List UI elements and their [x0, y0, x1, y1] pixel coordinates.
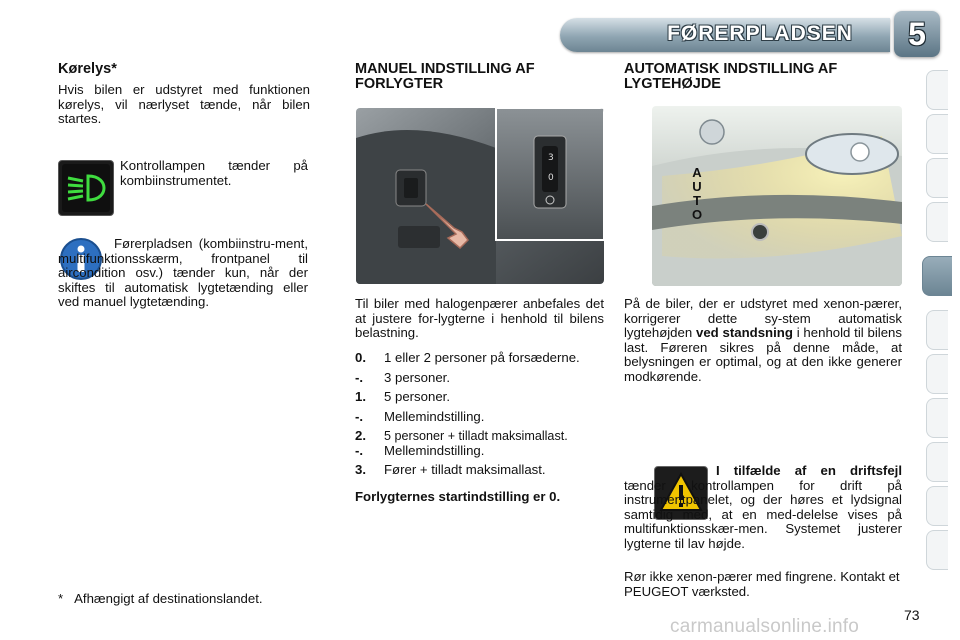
- lamp-note: Kontrollampen tænder på kombiinstrumentet.: [120, 158, 308, 188]
- list-item-text: 3 personer.: [384, 369, 450, 385]
- automatic-description: [624, 297, 902, 384]
- chapter-tab[interactable]: [926, 202, 948, 242]
- footnote: [58, 592, 358, 607]
- korelys-intro: Hvis bilen er udstyret med funktionen kørelys, vil nærlyset tænde, når bilen startes.: [58, 82, 310, 126]
- chapter-tab[interactable]: [926, 486, 948, 526]
- auto-label: AUTO: [691, 165, 703, 222]
- list-item-number: -.: [355, 408, 364, 424]
- automatic-text-bold: ved standsning: [696, 325, 793, 340]
- list-item: [355, 444, 605, 459]
- list-item: [355, 351, 605, 366]
- chapter-tabs: [926, 70, 948, 570]
- warning-bold: I tilfælde af en driftsfejl: [716, 463, 902, 478]
- list-item-text: 5 personer.: [384, 389, 450, 404]
- list-item: [355, 463, 605, 478]
- info-note: Førerpladsen (kombiinstru-ment, multifunktionsskærm, frontpanel til aircondition osv.) tænder kun, når der skiftes til automatisk lygtetænding eller ved manuel lygtetænding.: [58, 236, 308, 309]
- section-heading-automatic: AUTOMATISK INDSTILLING AF LYGTEHØJDE: [624, 61, 838, 92]
- watermark-text: carmanualsonline.info: [670, 616, 860, 637]
- left-column: [58, 62, 310, 133]
- chapter-tab[interactable]: [926, 442, 948, 482]
- chapter-tab-active[interactable]: [922, 256, 952, 296]
- headlight-photo: [652, 106, 902, 286]
- list-item-number: 0.: [355, 350, 366, 365]
- automatic-text-part1: På de biler, der er udstyret med xenon-pærer, korrigerer dette sy-stem automatisk lygtehøjden: [624, 296, 902, 340]
- list-item-text: 5 personer + tilladt maksimallast.: [384, 429, 568, 443]
- page-number: 73: [904, 607, 920, 623]
- chapter-tab[interactable]: [926, 70, 948, 110]
- load-list: [355, 351, 605, 483]
- list-item-number: 2.: [355, 428, 366, 443]
- list-item-number: -.: [355, 369, 364, 385]
- chapter-badge: 5: [894, 11, 940, 57]
- list-item-number: 1.: [355, 389, 366, 404]
- svg-text:0: 0: [548, 173, 554, 183]
- dashboard-photo: [356, 108, 604, 284]
- section-heading-korelys: Kørelys*: [58, 61, 117, 77]
- list-item-text: 1 eller 2 personer på forsæderne.: [384, 350, 580, 365]
- middle-column-heading: [355, 62, 605, 92]
- list-item: [355, 371, 605, 386]
- footnote-text: Afhængigt af destinationslandet.: [74, 591, 263, 606]
- list-item: [355, 410, 605, 425]
- list-item-text: Mellemindstilling.: [384, 408, 485, 424]
- xenon-note: Rør ikke xenon-pærer med fingrene. Kontakt et PEUGEOT værksted.: [624, 569, 900, 599]
- right-column-heading: [624, 62, 894, 92]
- chapter-tab[interactable]: [926, 398, 948, 438]
- list-item-number: -.: [355, 442, 364, 458]
- list-item-text: Fører + tilladt maksimallast.: [384, 462, 546, 477]
- section-heading-manual: MANUEL INDSTILLING AF FORLYGTER: [355, 61, 535, 92]
- manual-intro: Til biler med halogenpærer anbefales det at justere for-lygterne i henhold til bilens belastning.: [355, 296, 604, 340]
- list-item: [355, 429, 605, 444]
- automatic-text-part2: i henhold til bilens last. Føreren sikres på denne måde, at belysningen er optimal, og at den ikke generer modkørende.: [624, 325, 902, 384]
- chapter-tab[interactable]: [926, 354, 948, 394]
- warning-text: tænder kontrollampen for drift på instrumentpanelet, og der høres et lydsignal samtidig med, at en med-delelse vises på multifunktionsskær-men. Systemet justerer lygterne til lav højde.: [624, 477, 902, 551]
- footnote-mark: *: [58, 591, 64, 606]
- page-title: FØRERPLADSEN: [667, 22, 853, 45]
- svg-text:3: 3: [548, 153, 554, 163]
- list-item: [355, 390, 605, 405]
- chapter-tab[interactable]: [926, 310, 948, 350]
- closing-note: Forlygternes startindstilling er 0.: [355, 489, 561, 504]
- chapter-tab[interactable]: [926, 530, 948, 570]
- chapter-tab[interactable]: [926, 114, 948, 154]
- list-item-number: 3.: [355, 462, 366, 477]
- headlamp-warning-icon: [58, 160, 114, 216]
- list-item-text: Mellemindstilling.: [384, 442, 485, 458]
- chapter-tab[interactable]: [926, 158, 948, 198]
- malfunction-warning: [624, 464, 902, 551]
